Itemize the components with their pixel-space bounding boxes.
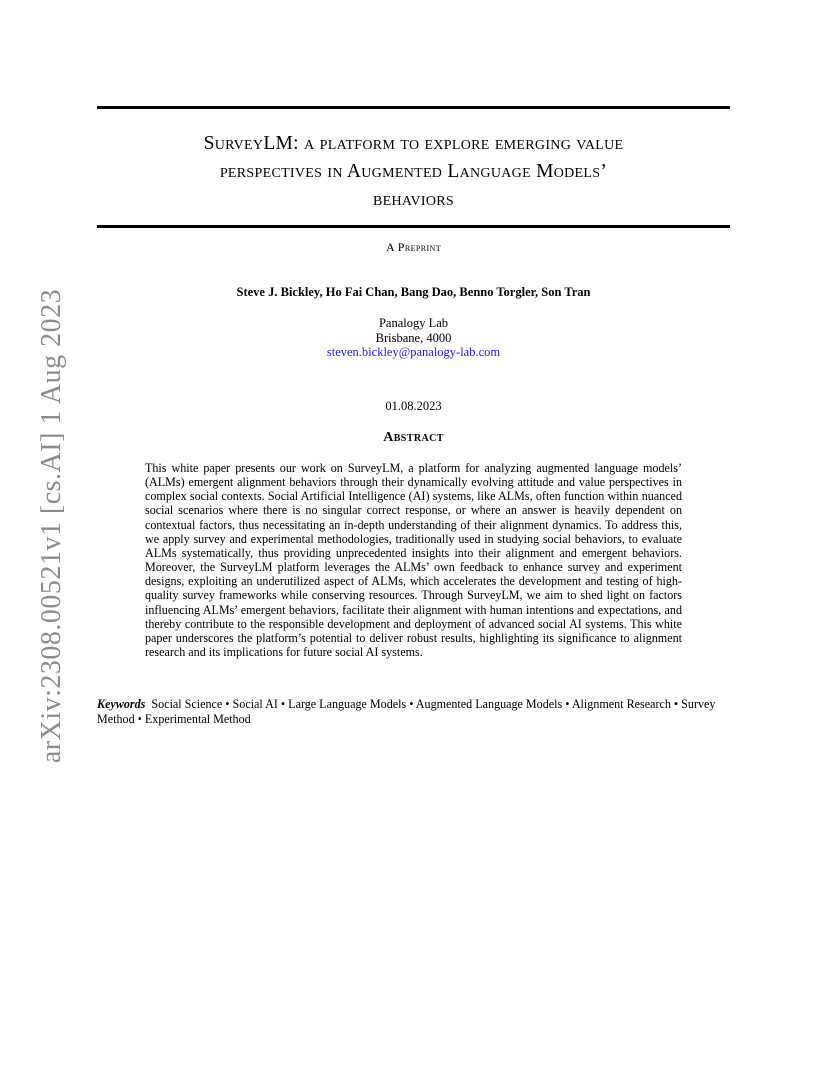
paper-title: [97, 130, 730, 214]
title-line-2: perspectives in Augmented Language Models’: [219, 161, 608, 182]
keywords-list: Social Science • Social AI • Large Language Models • Augmented Language Models • Alignment Research • Survey Method • Experimental Method: [97, 697, 716, 726]
abstract-heading: Abstract: [383, 430, 444, 445]
title-line-1: SurveyLM: a platform to explore emerging value: [203, 133, 624, 154]
affiliation-location: Brisbane, 4000: [375, 330, 452, 345]
keywords-label: Keywords: [97, 697, 146, 711]
abstract-text: This white paper presents our work on SurveyLM, a platform for analyzing augmented language models’ (ALMs) emergent alignment behaviors through their dynamically evolving attitude and value perspectives in complex social contexts. Social Artificial Intelligence (AI) systems, like ALMs, often function within nuanced social scenarios where there is no singular correct response, or where an answer is heavily dependent on contextual factors, thus necessitating an in-depth understanding of their alignment dynamics. To address this, we apply survey and experimental methodologies, traditionally used in studying social behaviors, to evaluate ALMs systematically, thus providing unprecedented insights into their alignment and emergent behaviors. Moreover, the SurveyLM platform leverages the ALMs’ own feedback to enhance survey and experiment designs, exploiting an underutilized aspect of ALMs, which accelerates the development and testing of high-quality survey frameworks while conserving resources. Through SurveyLM, we aim to shed light on factors influencing ALMs’ emergent behaviors, facilitate their alignment with human intentions and expectations, and thereby contribute to the responsible development and deployment of advanced social AI systems. This white paper underscores the platform’s potential to deliver robust results, highlighting its significance to alignment research and its implications for future social AI systems.: [145, 461, 682, 660]
title-line-3: behaviors: [372, 189, 454, 210]
preprint-label: A Preprint: [385, 240, 441, 254]
title-top-rule: [97, 106, 730, 109]
author-list: Steve J. Bickley, Ho Fai Chan, Bang Dao, Benno Torgler, Son Tran: [236, 285, 591, 299]
title-bottom-rule: [97, 225, 730, 228]
affiliation-org: Panalogy Lab: [378, 316, 449, 330]
arxiv-sidebar-stamp: arXiv:2308.00521v1 [cs.AI] 1 Aug 2023: [36, 288, 67, 764]
author-email-link[interactable]: steven.bickley@panalogy-lab.com: [326, 345, 501, 359]
paper-date: 01.08.2023: [385, 399, 442, 413]
affiliation-block: [97, 316, 730, 360]
keywords-block: [97, 697, 732, 726]
